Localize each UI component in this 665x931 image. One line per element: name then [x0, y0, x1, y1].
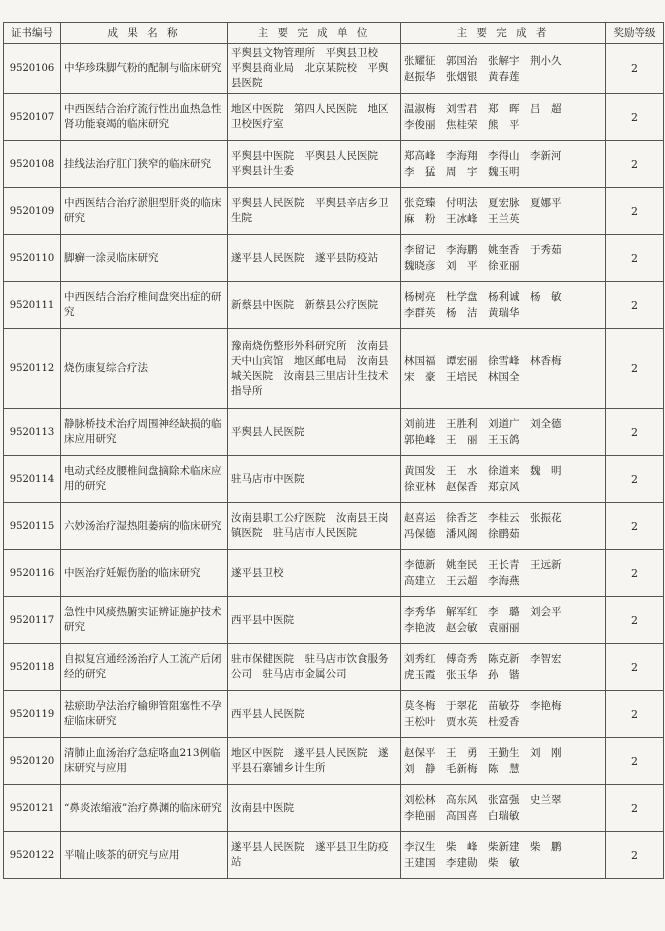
- table-row: [4, 785, 664, 832]
- main-unit-cell: 平舆县人民医院: [228, 409, 401, 456]
- certificate-number-cell: 9520115: [4, 503, 61, 550]
- table-row: [4, 832, 664, 879]
- main-people-cell: 李汉生 柴 峰 柴新建 柴 鹏 王建国 李建勋 柴 敏: [401, 832, 606, 879]
- header-main-unit: 主 要 完 成 单 位: [228, 23, 401, 44]
- main-unit-cell: 新蔡县中医院 新蔡县公疗医院: [228, 282, 401, 329]
- main-unit-cell: 西平县人民医院: [228, 691, 401, 738]
- table-row: [4, 644, 664, 691]
- main-people-cell: 刘秀红 傅奇秀 陈克新 李智宏 虎玉霞 张玉华 孙 锴: [401, 644, 606, 691]
- main-people-cell: 赵喜运 徐香芝 李桂云 张振花 冯保德 潘风阁 徐鹛茹: [401, 503, 606, 550]
- award-level-cell: 2: [606, 409, 664, 456]
- award-level-cell: 2: [606, 644, 664, 691]
- achievement-name-cell: 电动式经皮腰椎间盘摘除术临床应用的研究: [61, 456, 228, 503]
- achievement-name-cell: 六妙汤治疗湿热阻萎病的临床研究: [61, 503, 228, 550]
- main-unit-cell: 地区中医院 第四人民医院 地区卫校医疗室: [228, 94, 401, 141]
- achievement-name-cell: 脚癣一涂灵临床研究: [61, 235, 228, 282]
- main-people-cell: 黄国发 王 水 徐道来 魏 明 徐亚林 赵保香 郑京风: [401, 456, 606, 503]
- main-people-cell: 温淑梅 刘雪君 郑 晖 吕 超 李俊丽 焦桂荣 熊 平: [401, 94, 606, 141]
- achievement-name-cell: 中西医结合治疗淤胆型肝炎的临床研究: [61, 188, 228, 235]
- award-level-cell: 2: [606, 503, 664, 550]
- award-level-cell: 2: [606, 94, 664, 141]
- header-main-people: 主 要 完 成 者: [401, 23, 606, 44]
- table-row: [4, 188, 664, 235]
- award-level-cell: 2: [606, 44, 664, 94]
- header-achievement-name: 成 果 名 称: [61, 23, 228, 44]
- award-level-cell: 2: [606, 550, 664, 597]
- award-level-cell: 2: [606, 235, 664, 282]
- main-unit-cell: 平舆县文物管理所 平舆县卫校 平舆县商业局 北京某院校 平舆县医院: [228, 44, 401, 94]
- achievement-name-cell: 中西医结合治疗流行性出血热急性肾功能衰竭的临床研究: [61, 94, 228, 141]
- table-row: [4, 282, 664, 329]
- table-row: [4, 235, 664, 282]
- table-row: [4, 691, 664, 738]
- achievement-name-cell: 中医治疗妊娠伤胎的临床研究: [61, 550, 228, 597]
- main-unit-cell: 遂平县卫校: [228, 550, 401, 597]
- main-unit-cell: 驻市保健医院 驻马店市饮食服务公司 驻马店市金属公司: [228, 644, 401, 691]
- achievement-name-cell: 急性中风痰热腑实证辨证施护技术研究: [61, 597, 228, 644]
- main-unit-cell: 遂平县人民医院 遂平县防疫站: [228, 235, 401, 282]
- main-unit-cell: 遂平县人民医院 遂平县卫生防疫站: [228, 832, 401, 879]
- table-row: [4, 94, 664, 141]
- table-body: [4, 44, 664, 879]
- table-row: [4, 456, 664, 503]
- award-table: [3, 22, 664, 879]
- certificate-number-cell: 9520106: [4, 44, 61, 94]
- award-level-cell: 2: [606, 329, 664, 409]
- main-people-cell: 莫冬梅 于翠花 苗敏芬 李艳梅 王松叶 贾水英 杜爱香: [401, 691, 606, 738]
- award-level-cell: 2: [606, 188, 664, 235]
- certificate-number-cell: 9520108: [4, 141, 61, 188]
- main-people-cell: 林国福 谭宏丽 徐雪峰 林香梅 宋 豪 王培民 林国全: [401, 329, 606, 409]
- award-level-cell: 2: [606, 832, 664, 879]
- table-row: [4, 409, 664, 456]
- certificate-number-cell: 9520114: [4, 456, 61, 503]
- achievement-name-cell: 平喘止咳茶的研究与应用: [61, 832, 228, 879]
- main-people-cell: 张耀征 郭国治 张解宇 荆小久 赵振华 张烟银 黄春莲: [401, 44, 606, 94]
- table-row: [4, 329, 664, 409]
- main-people-cell: 刘前进 王胜利 刘道广 刘全德 郭艳峰 王 丽 王玉鸽: [401, 409, 606, 456]
- award-table-sheet: [3, 22, 663, 879]
- certificate-number-cell: 9520112: [4, 329, 61, 409]
- main-people-cell: 杨树亮 杜学盘 杨利诚 杨 敏 李群英 杨 洁 黄瑞华: [401, 282, 606, 329]
- certificate-number-cell: 9520116: [4, 550, 61, 597]
- table-row: [4, 597, 664, 644]
- main-unit-cell: 西平县中医院: [228, 597, 401, 644]
- main-unit-cell: 平舆县中医院 平舆县人民医院 平舆县计生委: [228, 141, 401, 188]
- certificate-number-cell: 9520113: [4, 409, 61, 456]
- main-unit-cell: 汝南县中医院: [228, 785, 401, 832]
- table-row: [4, 550, 664, 597]
- certificate-number-cell: 9520122: [4, 832, 61, 879]
- main-unit-cell: 平舆县人民医院 平舆县辛店乡卫生院: [228, 188, 401, 235]
- award-level-cell: 2: [606, 282, 664, 329]
- header-certificate-number: 证书编号: [4, 23, 61, 44]
- achievement-name-cell: “鼻炎浓缩液”治疗鼻渊的临床研究: [61, 785, 228, 832]
- main-people-cell: 赵保平 王 勇 王勤生 刘 刚 刘 静 毛新梅 陈 慧: [401, 738, 606, 785]
- certificate-number-cell: 9520120: [4, 738, 61, 785]
- header-award-level: 奖励等级: [606, 23, 664, 44]
- achievement-name-cell: 清肺止血汤治疗急症咯血213例临床研究与应用: [61, 738, 228, 785]
- achievement-name-cell: 自拟复宫通经汤治疗人工流产后闭经的研究: [61, 644, 228, 691]
- main-people-cell: 刘松林 高东风 张富强 史兰翠 李艳丽 高国喜 白瑞敏: [401, 785, 606, 832]
- main-people-cell: 张竞臻 付明法 夏宏脉 夏娜平 麻 粉 王冰峰 王兰英: [401, 188, 606, 235]
- main-unit-cell: 驻马店市中医院: [228, 456, 401, 503]
- achievement-name-cell: 烧伤康复综合疗法: [61, 329, 228, 409]
- main-people-cell: 李秀华 解军红 李 璐 刘会平 李艳波 赵会敏 袁丽丽: [401, 597, 606, 644]
- award-level-cell: 2: [606, 738, 664, 785]
- award-level-cell: 2: [606, 785, 664, 832]
- main-people-cell: 李德新 姚奎民 王长青 王远新 高建立 王云超 李海燕: [401, 550, 606, 597]
- certificate-number-cell: 9520121: [4, 785, 61, 832]
- achievement-name-cell: 中华珍珠脚气粉的配制与临床研究: [61, 44, 228, 94]
- achievement-name-cell: 祛瘀助孕法治疗输卵管阻塞性不孕症临床研究: [61, 691, 228, 738]
- main-people-cell: 郑高峰 李海翔 李得山 李新河 李 猛 周 宇 魏玉明: [401, 141, 606, 188]
- certificate-number-cell: 9520107: [4, 94, 61, 141]
- certificate-number-cell: 9520118: [4, 644, 61, 691]
- award-level-cell: 2: [606, 141, 664, 188]
- award-level-cell: 2: [606, 691, 664, 738]
- award-level-cell: 2: [606, 597, 664, 644]
- achievement-name-cell: 中西医结合治疗椎间盘突出症的研究: [61, 282, 228, 329]
- table-row: [4, 738, 664, 785]
- page-top-margin: [3, 0, 663, 22]
- achievement-name-cell: 静脉桥技术治疗周围神经缺损的临床应用研究: [61, 409, 228, 456]
- main-unit-cell: 豫南烧伤整形外科研究所 汝南县天中山宾馆 地区邮电局 汝南县城关医院 汝南县三里店计生技术指导所: [228, 329, 401, 409]
- certificate-number-cell: 9520111: [4, 282, 61, 329]
- certificate-number-cell: 9520110: [4, 235, 61, 282]
- table-row: [4, 141, 664, 188]
- award-level-cell: 2: [606, 456, 664, 503]
- achievement-name-cell: 挂线法治疗肛门狭窄的临床研究: [61, 141, 228, 188]
- main-people-cell: 李留记 李海鹏 姚奎香 于秀茹 魏晓彦 刘 平 徐亚丽: [401, 235, 606, 282]
- table-header-row: [4, 23, 664, 44]
- certificate-number-cell: 9520119: [4, 691, 61, 738]
- table-row: [4, 503, 664, 550]
- table-row: [4, 44, 664, 94]
- certificate-number-cell: 9520109: [4, 188, 61, 235]
- main-unit-cell: 汝南县职工公疗医院 汝南县王岗镇医院 驻马店市人民医院: [228, 503, 401, 550]
- certificate-number-cell: 9520117: [4, 597, 61, 644]
- main-unit-cell: 地区中医院 遂平县人民医院 遂平县石寨铺乡计生所: [228, 738, 401, 785]
